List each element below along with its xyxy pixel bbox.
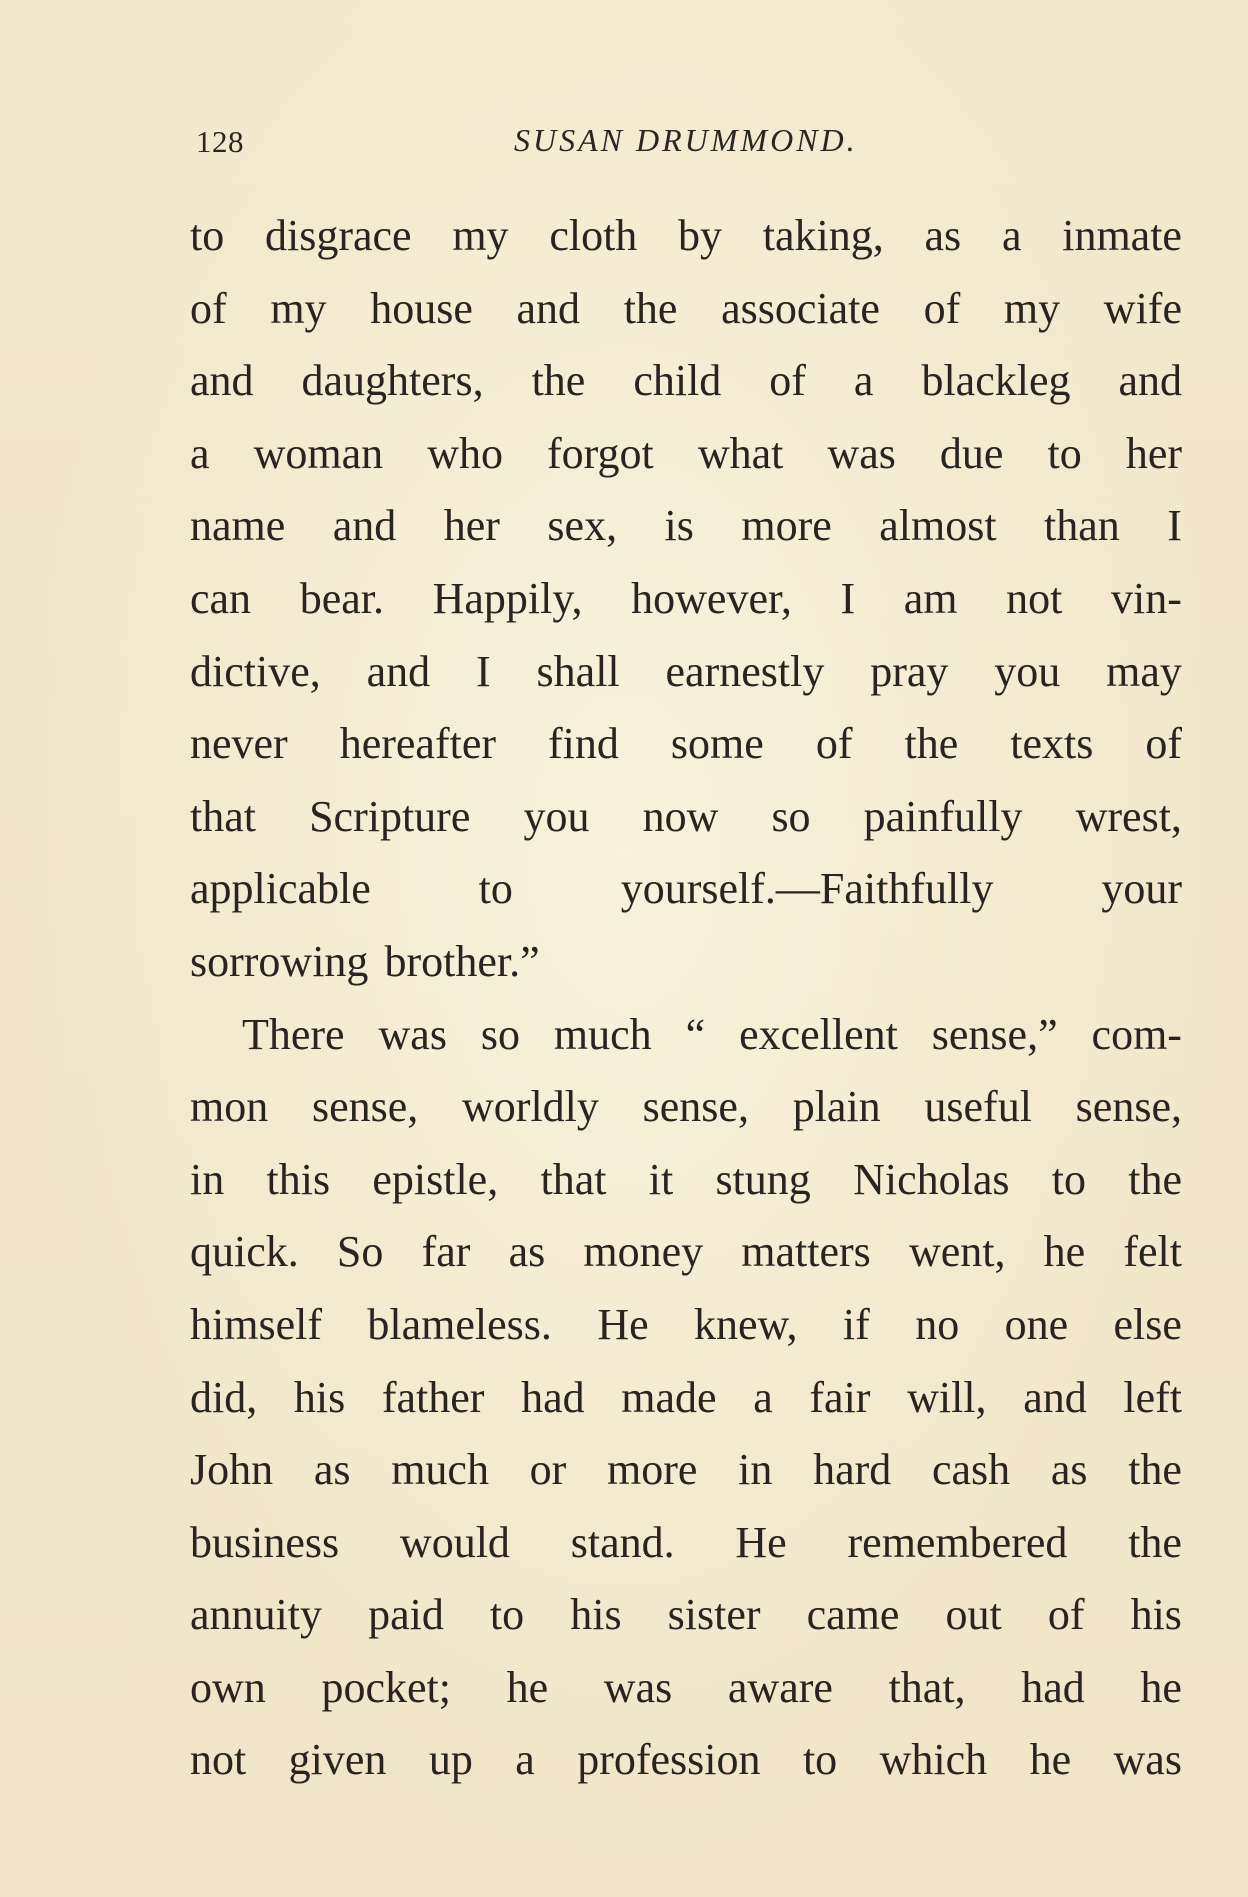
word: more xyxy=(741,501,832,551)
word: sense,” xyxy=(931,1009,1058,1059)
word: her xyxy=(1125,428,1182,478)
word: name xyxy=(190,501,286,551)
word: brother.” xyxy=(384,936,540,986)
word: and xyxy=(190,356,254,406)
word: applicable xyxy=(190,864,371,914)
word: the xyxy=(1128,1445,1182,1495)
word: mon xyxy=(190,1082,269,1132)
word: texts xyxy=(1010,719,1094,769)
word: earnestly xyxy=(665,646,825,696)
word: if xyxy=(842,1299,870,1349)
word: disgrace xyxy=(264,211,412,260)
word: so xyxy=(771,791,811,841)
word: pray xyxy=(870,646,949,696)
word: had xyxy=(1021,1662,1085,1712)
word: sex, xyxy=(547,501,618,551)
page-number: 128 xyxy=(196,124,244,159)
word: to xyxy=(1047,428,1082,478)
word: the xyxy=(531,356,586,406)
word: by xyxy=(678,211,723,260)
word: he xyxy=(506,1662,549,1712)
word: child xyxy=(633,356,722,406)
word: plain xyxy=(792,1082,881,1132)
word: one xyxy=(1004,1299,1069,1349)
word: quick. xyxy=(190,1227,299,1277)
word: taking, xyxy=(762,211,884,260)
word: business xyxy=(190,1517,340,1567)
word: had xyxy=(521,1372,585,1422)
word: wife xyxy=(1103,283,1182,333)
word: he xyxy=(1140,1662,1182,1712)
word: pocket; xyxy=(321,1662,451,1712)
word: in xyxy=(190,1154,225,1204)
word: that xyxy=(540,1154,607,1204)
word: stand. xyxy=(570,1517,675,1567)
word: more xyxy=(607,1445,698,1495)
word: my xyxy=(1003,283,1061,333)
word: vin- xyxy=(1111,573,1182,623)
word: yourself.—Faithfully xyxy=(620,864,994,914)
word: her xyxy=(443,501,500,551)
word: given xyxy=(288,1735,387,1785)
word: not xyxy=(190,1735,247,1785)
word: that xyxy=(190,791,256,841)
word: this xyxy=(266,1154,331,1204)
word: sister xyxy=(667,1590,761,1640)
word: felt xyxy=(1123,1227,1182,1277)
word: worldly xyxy=(462,1082,599,1132)
word: as xyxy=(508,1227,546,1277)
word: his xyxy=(1130,1590,1182,1640)
word: forgot xyxy=(547,428,654,478)
word: now xyxy=(642,791,719,841)
word: left xyxy=(1123,1372,1182,1422)
word: I xyxy=(476,646,491,696)
word: painfully xyxy=(863,791,1023,841)
word: wrest, xyxy=(1075,791,1182,841)
word: may xyxy=(1106,646,1182,696)
word: He xyxy=(597,1299,649,1349)
word: matters xyxy=(741,1227,871,1277)
word: as xyxy=(924,211,962,260)
word: of xyxy=(190,283,227,333)
text-line xyxy=(190,345,1182,418)
word: find xyxy=(548,719,619,769)
text-line xyxy=(190,1071,1182,1144)
word: So xyxy=(336,1227,384,1277)
word: you xyxy=(994,646,1061,696)
word: woman xyxy=(253,428,384,478)
word: as xyxy=(1050,1445,1088,1495)
word: daughters, xyxy=(301,356,484,406)
word: or xyxy=(529,1445,567,1495)
word: excellent xyxy=(739,1009,898,1059)
word: due xyxy=(939,428,1004,478)
word: was xyxy=(378,1009,447,1059)
text-line xyxy=(190,708,1182,781)
word: however, xyxy=(631,573,792,623)
text-line xyxy=(190,200,1182,273)
word: will, xyxy=(907,1372,987,1422)
word: blameless. xyxy=(367,1299,552,1349)
running-title: SUSAN DRUMMOND. xyxy=(514,122,858,158)
text-line xyxy=(190,1652,1182,1725)
word: Scripture xyxy=(309,791,471,841)
word: of xyxy=(923,283,961,333)
word: to xyxy=(1051,1154,1086,1204)
word: up xyxy=(428,1735,473,1785)
word: and xyxy=(332,501,397,551)
word: father xyxy=(381,1372,485,1422)
text-line xyxy=(190,1579,1182,1652)
word: sorrowing xyxy=(190,936,369,986)
word: came xyxy=(806,1590,900,1640)
word: it xyxy=(648,1154,674,1204)
word: dictive, xyxy=(190,646,321,696)
word: sense, xyxy=(1075,1082,1182,1132)
word: was xyxy=(603,1662,673,1712)
word: as xyxy=(313,1445,351,1495)
word: else xyxy=(1113,1299,1182,1349)
word: to xyxy=(478,864,513,914)
word: his xyxy=(293,1372,346,1422)
word: and xyxy=(1118,356,1182,406)
word: There xyxy=(242,1009,345,1059)
word: to xyxy=(489,1590,525,1640)
word: out xyxy=(945,1590,1002,1640)
word: He xyxy=(735,1517,787,1567)
word: “ xyxy=(685,1009,706,1059)
word: was xyxy=(1113,1735,1182,1785)
word: associate xyxy=(721,283,880,333)
word: who xyxy=(427,428,503,478)
word: to xyxy=(802,1735,838,1785)
word: inmate xyxy=(1062,211,1182,260)
word: and xyxy=(366,646,431,696)
word: epistle, xyxy=(372,1154,499,1204)
text-line xyxy=(190,273,1182,346)
word: he xyxy=(1043,1227,1086,1277)
word: went, xyxy=(908,1227,1006,1277)
word: himself xyxy=(190,1299,322,1349)
word: useful xyxy=(924,1082,1032,1132)
word: can xyxy=(190,573,252,623)
word: to xyxy=(190,211,225,260)
word: cloth xyxy=(549,211,638,260)
word: a xyxy=(515,1735,535,1785)
word: stung xyxy=(715,1154,811,1204)
word: fair xyxy=(809,1372,871,1422)
text-line xyxy=(190,926,1182,999)
word: Happily, xyxy=(432,573,583,623)
text-line xyxy=(190,563,1182,636)
word: so xyxy=(480,1009,520,1059)
text-line xyxy=(190,1724,1182,1797)
text-line xyxy=(190,490,1182,563)
word: bear. xyxy=(299,573,384,623)
word: almost xyxy=(879,501,997,551)
text-line xyxy=(190,1507,1182,1580)
word: hard xyxy=(813,1445,892,1495)
word: paid xyxy=(368,1590,444,1640)
text-line xyxy=(190,636,1182,709)
running-head xyxy=(196,118,1186,168)
word: of xyxy=(815,719,853,769)
word: you xyxy=(523,791,590,841)
word: did, xyxy=(190,1372,258,1422)
word: of xyxy=(1145,719,1182,769)
word: com- xyxy=(1091,1009,1182,1059)
word: aware xyxy=(727,1662,833,1712)
word: a xyxy=(753,1372,773,1422)
word: sense, xyxy=(642,1082,749,1132)
word: my xyxy=(452,211,509,260)
word: what xyxy=(697,428,784,478)
word: was xyxy=(827,428,896,478)
word: he xyxy=(1029,1735,1072,1785)
word: blackleg xyxy=(921,356,1071,406)
word: of xyxy=(769,356,806,406)
word: not xyxy=(1006,573,1063,623)
text-line xyxy=(190,1434,1182,1507)
word: sense, xyxy=(311,1082,419,1132)
word: annuity xyxy=(190,1590,322,1640)
word: a xyxy=(853,356,874,406)
text-line xyxy=(190,1289,1182,1362)
text-line xyxy=(190,1362,1182,1435)
word: the xyxy=(904,719,959,769)
word: which xyxy=(879,1735,988,1785)
word: in xyxy=(738,1445,773,1495)
word: never xyxy=(190,719,288,769)
word: would xyxy=(399,1517,510,1567)
word: some xyxy=(670,719,764,769)
word: I xyxy=(840,573,856,623)
text-line xyxy=(190,999,1182,1072)
word: his xyxy=(570,1590,622,1640)
word: of xyxy=(1047,1590,1085,1640)
word: own xyxy=(190,1662,266,1712)
word: remembered xyxy=(847,1517,1068,1567)
text-line xyxy=(190,853,1182,926)
word: a xyxy=(190,428,210,478)
word: much xyxy=(553,1009,652,1059)
word: hereafter xyxy=(339,719,497,769)
word: that, xyxy=(888,1662,966,1712)
word: Nicholas xyxy=(853,1154,1010,1204)
word: and xyxy=(516,283,581,333)
word: than xyxy=(1044,501,1120,551)
word: is xyxy=(664,501,694,551)
text-line xyxy=(190,1144,1182,1217)
word: your xyxy=(1101,864,1182,914)
word: am xyxy=(903,573,958,623)
word: I xyxy=(1167,501,1182,551)
word: my xyxy=(270,283,327,333)
text-line xyxy=(190,1216,1182,1289)
word: shall xyxy=(536,646,620,696)
word: money xyxy=(583,1227,704,1277)
word: the xyxy=(623,283,678,333)
text-line xyxy=(190,781,1182,854)
word: a xyxy=(1001,211,1022,260)
word: knew, xyxy=(694,1299,798,1349)
word: the xyxy=(1128,1517,1182,1567)
word: profession xyxy=(577,1735,761,1785)
body-text xyxy=(190,200,1182,1797)
word: made xyxy=(621,1372,717,1422)
word: much xyxy=(391,1445,489,1495)
word: cash xyxy=(931,1445,1011,1495)
word: house xyxy=(370,283,473,333)
word: John xyxy=(190,1445,274,1495)
word: and xyxy=(1023,1372,1087,1422)
word: no xyxy=(915,1299,960,1349)
text-line xyxy=(190,418,1182,491)
word: far xyxy=(421,1227,471,1277)
word: the xyxy=(1128,1154,1182,1204)
